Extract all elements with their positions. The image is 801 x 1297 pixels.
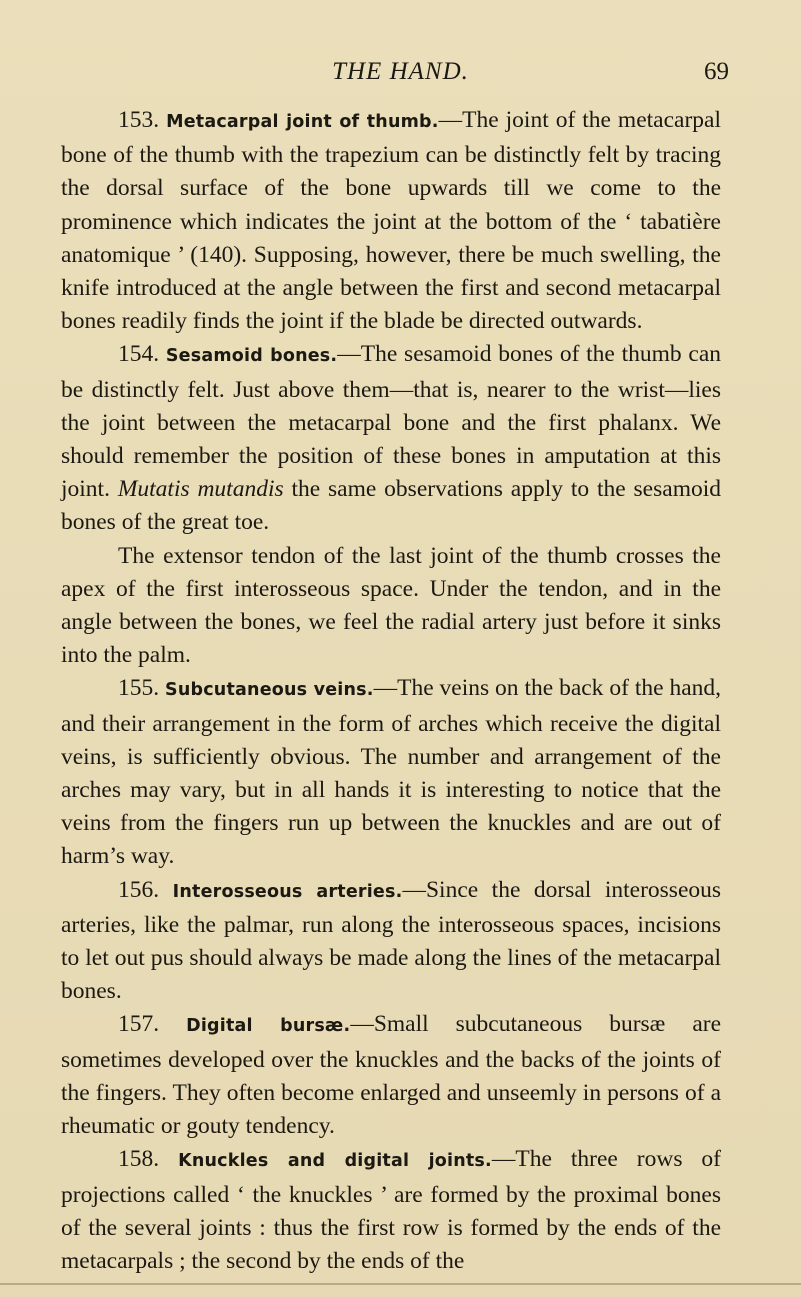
section-text: the same observations apply to the sesamoid bones of the great toe. xyxy=(61,476,721,536)
section-text: —The veins on the back of the hand, and their arrangement in the form of arches which receive the digital veins, is sufficiently obvious. The number and arrangement of the arches may vary, but in all hands it is interesting to notice that the veins from the fingers run up between the knuckles and are out of harm’s way. xyxy=(61,675,722,870)
section-title: Digital bursæ. xyxy=(186,1016,351,1037)
section-153 xyxy=(61,104,721,338)
section-text: —Since the dorsal interosseous arteries, like the palmar, run along the interosseous spaces, incisions to let out pus should always be made along the lines of the metacarpal bones. xyxy=(61,876,722,1005)
section-text: —Small subcutaneous bursæ are sometimes developed over the knuckles and the backs of the joints of the fingers. They often become enlarged and unseemly in persons of a rheumatic or gouty tendency. xyxy=(61,1011,722,1140)
section-number: 156. xyxy=(118,876,160,903)
section-title: Sesamoid bones. xyxy=(165,346,338,367)
section-157 xyxy=(61,1008,721,1143)
section-text: —The three rows of projections called ‘ the knuckles ’ are formed by the proximal bones of the several joints : thus the first row is formed by the ends of the metacarpals ; the second by the ends of the xyxy=(61,1146,722,1274)
section-title: Knuckles and digital joints. xyxy=(178,1151,492,1172)
body-text xyxy=(61,104,721,1278)
section-title: Metacarpal joint of thumb. xyxy=(166,112,439,132)
latin-phrase: Mutatis mutandis xyxy=(117,476,284,503)
running-head-title: THE HAND. xyxy=(332,58,469,85)
section-156 xyxy=(61,874,721,1009)
section-number: 158. xyxy=(118,1146,160,1173)
section-154 xyxy=(61,338,721,539)
section-number: 154. xyxy=(118,341,160,368)
section-number: 155. xyxy=(118,675,160,702)
page-bottom-edge xyxy=(0,1283,801,1285)
section-text: —The sesamoid bones of the thumb can be distinctly felt. Just above them—that is, nearer to the wrist—lies the joint between the metacarpal bone and the first phalanx. We should remember the position of these bones in amputation at this joint. xyxy=(61,341,722,503)
page-number: 69 xyxy=(704,58,729,85)
section-text: —The joint of the metacarpal bone of the thumb with the trapezium can be distinctly felt by tracing the dorsal surface of the bone upwards till we come to the prominence which indicates the joint at the bottom of the ‘ tabatière anatomique ’ (140). Supposing, however, there be much swelling, the knife introduced at the angle between the first and second metacarpal bones readily finds the joint if the blade be directed outwards. xyxy=(61,107,721,335)
section-number: 153. xyxy=(118,107,160,133)
section-title: Subcutaneous veins. xyxy=(165,680,374,701)
section-number: 157. xyxy=(118,1011,160,1038)
paragraph-extensor-tendon xyxy=(61,540,721,673)
section-155 xyxy=(61,672,721,873)
section-158 xyxy=(61,1143,721,1278)
section-text: The extensor tendon of the last joint of the thumb crosses the apex of the first interosseous space. Under the tendon, and in the angle between the bones, we feel the radial artery just before it sinks into the palm. xyxy=(61,542,721,669)
section-title: Interosseous arteries. xyxy=(172,881,403,902)
running-head xyxy=(0,58,801,98)
